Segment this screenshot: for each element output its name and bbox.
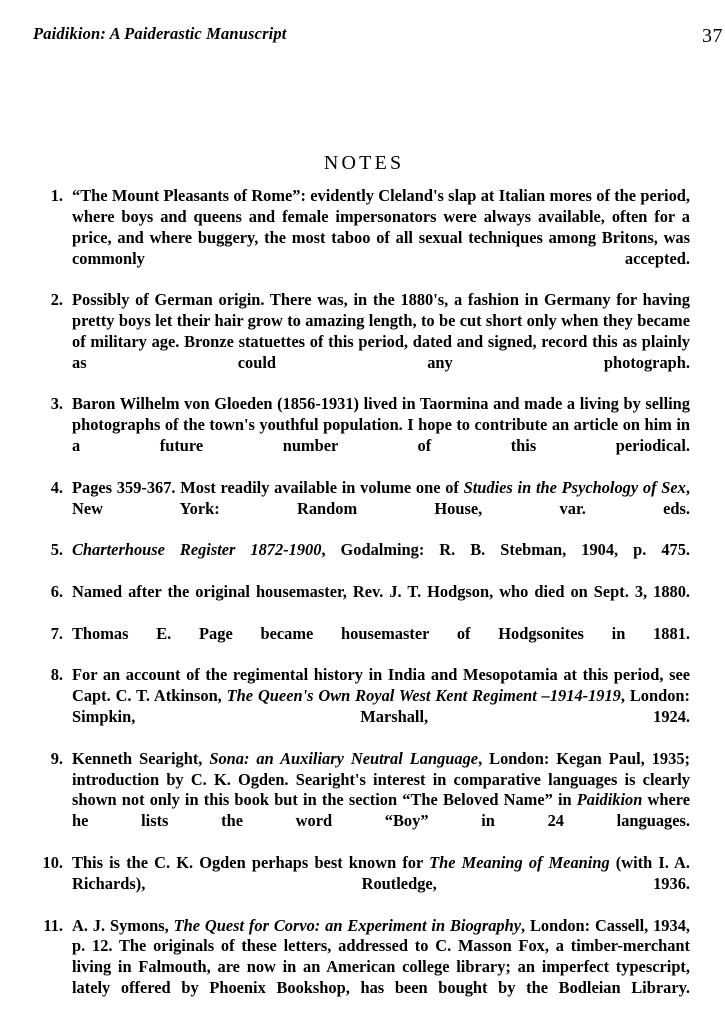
note-number: 10. bbox=[42, 853, 63, 872]
section-heading-notes: NOTES bbox=[323, 152, 405, 174]
note-text: Possibly of German origin. There was, in the 1880's, a fashion in Germany for having pretty boys let their hair grow to amazing length, to be cut short only when they became of military age. Bronze statuettes of this period, dated and signed, record this as plainly as could any photograph. bbox=[72, 290, 690, 372]
note-text: Named after the original housemaster, Rev. J. T. Hodgson, who died on Sept. 3, 1880. bbox=[72, 582, 690, 602]
note-text: For an account of the regimental history in India and Mesopotamia at this period, see Capt. C. T. Atkinson, The Queen's Own Royal West Kent Regiment –1914-1919, London: Simpkin, Marshall, 1924. bbox=[72, 665, 691, 727]
note-number: 8. bbox=[50, 665, 63, 685]
note-text: “The Mount Pleasants of Rome”: evidently Cleland's slap at Italian mores of the period, where boys and queens and female impersonators were always available, often for a price, and where buggery, the most taboo of all sexual techniques among Britons, was commonly accepted. bbox=[72, 186, 690, 268]
note-number: 7. bbox=[50, 623, 63, 643]
note-text: Thomas E. Page became housemaster of Hodgsonites in 1881. bbox=[72, 623, 690, 643]
note-number: 4. bbox=[50, 477, 63, 497]
running-head bbox=[33, 24, 723, 50]
note-item bbox=[38, 540, 690, 582]
note-text: Baron Wilhelm von Gloeden (1856-1931) lived in Taormina and made a living by selling photographs of the town's youthful population. I hope to contribute an article on him in a future number of this periodical. bbox=[72, 394, 690, 456]
note-item bbox=[38, 624, 690, 666]
note-number: 3. bbox=[50, 394, 63, 414]
note-item bbox=[38, 665, 690, 748]
note-text: A. J. Symons, The Quest for Corvo: an Experiment in Biography, London: Cassell, 1934, p. 12. The originals of these letters, addressed to C. Masson Fox, a timber-merchant living in Falmouth, are now in an American college library; an imperfect typescript, lately offered by Phoenix Bookshop, has been bought by the Bodleian Library. bbox=[72, 915, 690, 998]
note-number: 5. bbox=[50, 540, 63, 560]
note-number: 2. bbox=[50, 290, 63, 310]
note-number: 1. bbox=[50, 186, 63, 205]
note-item bbox=[38, 749, 690, 853]
note-number: 6. bbox=[50, 582, 63, 602]
note-number: 9. bbox=[50, 748, 63, 768]
note-item bbox=[38, 186, 690, 290]
note-number: 11. bbox=[43, 915, 63, 935]
note-item bbox=[38, 478, 690, 541]
note-item bbox=[38, 853, 690, 916]
note-text: Kenneth Searight, Sona: an Auxiliary Neutral Language, London: Kegan Paul, 1935; introduction by C. K. Ogden. Searight's interest in comparative languages is clearly shown not only in this book but in the section “The Beloved Name” in Paidikion where he lists the word “Boy” in 24 languages. bbox=[72, 748, 690, 831]
page-number: 37 bbox=[702, 25, 723, 47]
note-item bbox=[38, 394, 690, 477]
note-item bbox=[38, 290, 690, 394]
note-item bbox=[38, 582, 690, 624]
note-item bbox=[38, 916, 690, 1020]
note-text: Pages 359-367. Most readily available in volume one of Studies in the Psychology of Sex, New York: Random House, var. eds. bbox=[72, 477, 690, 518]
notes-list bbox=[38, 186, 690, 1020]
note-text: This is the C. K. Ogden perhaps best known for The Meaning of Meaning (with I. A. Richards), Routledge, 1936. bbox=[72, 853, 690, 893]
note-text: Charterhouse Register 1872-1900, Godalming: R. B. Stebman, 1904, p. 475. bbox=[72, 540, 690, 560]
running-head-title: Paidikion: A Paiderastic Manuscript bbox=[33, 24, 287, 43]
